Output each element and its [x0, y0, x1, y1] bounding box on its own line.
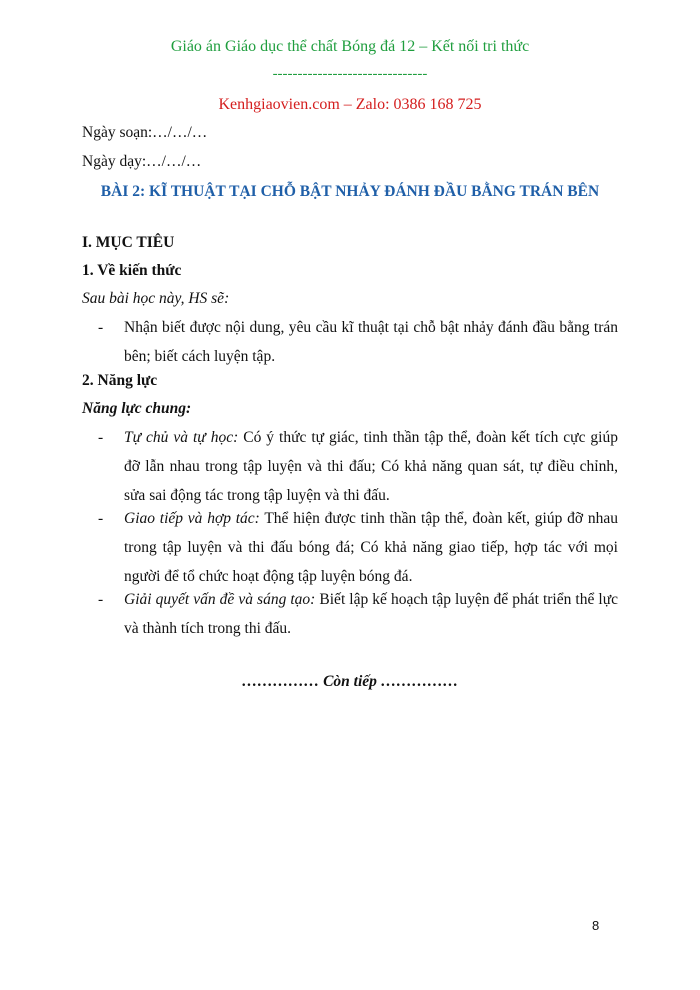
- bullet-lead: Tự chủ và tự học:: [124, 429, 239, 446]
- bullet-text: [124, 504, 618, 591]
- bullet-dash: -: [98, 510, 104, 527]
- list-item: [98, 423, 618, 510]
- list-item: [98, 313, 618, 371]
- bullet-dash: -: [98, 429, 104, 446]
- competency-intro: Năng lực chung:: [82, 400, 192, 417]
- bullet-lead: Giải quyết vấn đề và sáng tạo:: [124, 591, 316, 608]
- knowledge-intro: Sau bài học này, HS sẽ:: [82, 290, 230, 307]
- date-taught: Ngày dạy:…/…/…: [82, 153, 202, 170]
- bullet-dash: -: [98, 319, 104, 336]
- list-item: [98, 585, 618, 643]
- subheading-competency: 2. Năng lực: [82, 372, 158, 389]
- lesson-title: BÀI 2: KĨ THUẬT TẠI CHỖ BẬT NHẢY ĐÁNH ĐẦU BẰNG TRÁN BÊN: [100, 183, 600, 200]
- bullet-body: Có ý thức tự giác, tinh thần tập thể, đoàn kết tích cực giúp đỡ lẫn nhau trong tập luyện và thi đấu; Có khả năng quan sát, tự điều chỉnh, sửa sai động tác trong tập luyện và thi đấu.: [124, 429, 618, 504]
- list-item: [98, 504, 618, 591]
- bullet-text: [124, 585, 618, 643]
- bullet-body: Biết lập kế hoạch tập luyện để phát triển thể lực và thành tích trong thi đấu.: [124, 591, 618, 637]
- header-contact: Kenhgiaovien.com – Zalo: 0386 168 725: [218, 96, 482, 113]
- bullet-dash: -: [98, 591, 104, 608]
- subheading-knowledge: 1. Về kiến thức: [82, 262, 182, 279]
- section-heading-objectives: I. MỤC TIÊU: [82, 234, 175, 251]
- bullet-lead: Giao tiếp và hợp tác:: [124, 510, 260, 527]
- header-title: Giáo án Giáo dục thể chất Bóng đá 12 – Kết nối tri thức: [170, 38, 530, 55]
- continue-notice: …………… Còn tiếp ……………: [241, 673, 459, 690]
- date-prepared: Ngày soạn:…/…/…: [82, 124, 208, 141]
- bullet-text: Nhận biết được nội dung, yêu cầu kĩ thuật tại chỗ bật nhảy đánh đầu bằng trán bên; biết cách luyện tập.: [124, 319, 618, 365]
- header-divider: -------------------------------: [272, 66, 428, 82]
- page-number: 8: [592, 918, 600, 933]
- bullet-body: Thể hiện được tinh thần tập thể, đoàn kết, giúp đỡ nhau trong tập luyện và thi đấu bóng đá; Có khả năng giao tiếp, hợp tác với mọi người để tổ chức hoạt động tập luyện bóng đá.: [124, 510, 618, 585]
- bullet-text: [124, 423, 618, 510]
